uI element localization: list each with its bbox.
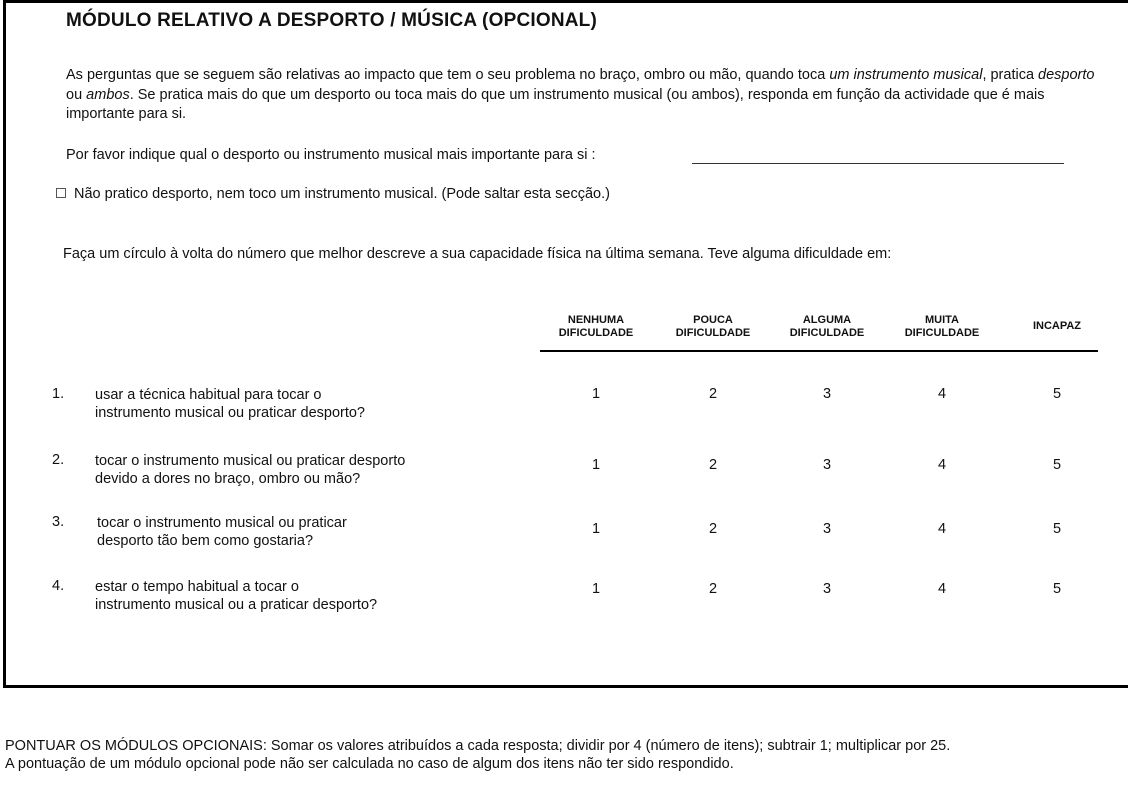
header-rule [540, 350, 1098, 352]
score-option[interactable]: 4 [937, 581, 947, 597]
column-header-line1: NENHUMA [567, 314, 625, 326]
item-question-line2: instrumento musical ou a praticar desporto? [95, 597, 378, 613]
score-option[interactable]: 2 [708, 457, 718, 473]
instruction-text: Faça um círculo à volta do número que melhor descreve a sua capacidade física na última semana. Teve alguma dificuldade em: [63, 246, 892, 262]
intro-paragraph [66, 66, 1106, 125]
score-option[interactable]: 5 [1052, 521, 1062, 537]
no-practice-checkbox[interactable] [56, 188, 66, 198]
item-number: 4. [52, 578, 65, 594]
scoring-note-line1: PONTUAR OS MÓDULOS OPCIONAIS: Somar os valores atribuídos a cada resposta; dividir por 4 (número de itens); subtrair 1; multiplicar por 25. [5, 738, 951, 754]
item-question-line2: devido a dores no braço, ombro ou mão? [95, 471, 361, 487]
score-option[interactable]: 1 [591, 581, 601, 597]
score-option[interactable]: 1 [591, 521, 601, 537]
score-option[interactable]: 4 [937, 521, 947, 537]
module-title: MÓDULO RELATIVO A DESPORTO / MÚSICA (OPCIONAL) [66, 10, 597, 31]
column-header-muita [887, 314, 997, 340]
item-question [95, 578, 515, 614]
column-header-nenhuma [541, 314, 651, 340]
score-option[interactable]: 2 [708, 521, 718, 537]
intro-emphasis-instrument: um instrumento musical [829, 67, 983, 83]
column-header-line2: DIFICULDADE [675, 327, 751, 339]
score-option[interactable]: 3 [822, 457, 832, 473]
score-option[interactable]: 4 [937, 386, 947, 402]
score-option[interactable]: 1 [591, 386, 601, 402]
score-option[interactable]: 5 [1052, 581, 1062, 597]
column-header-pouca [658, 314, 768, 340]
no-practice-label: Não pratico desporto, nem toco um instrumento musical. (Pode saltar esta secção.) [74, 186, 610, 202]
intro-text-4: . Se pratica mais do que um desporto ou toca mais do que um instrumento musical (ou ambos), responda em função da actividade que é mais importante para si. [66, 86, 1045, 122]
no-practice-option[interactable] [56, 186, 610, 202]
column-header-line1: MUITA [924, 314, 959, 326]
item-question-line2: desporto tão bem como gostaria? [97, 533, 314, 549]
item-number: 2. [52, 452, 65, 468]
score-option[interactable]: 3 [822, 386, 832, 402]
column-header-incapaz [1002, 320, 1112, 333]
column-header-alguma [772, 314, 882, 340]
item-question-line1: estar o tempo habitual a tocar o [95, 579, 299, 595]
score-option[interactable]: 5 [1052, 386, 1062, 402]
item-question [97, 514, 517, 550]
score-option[interactable]: 1 [591, 457, 601, 473]
item-question [95, 452, 515, 488]
item-question-line1: usar a técnica habitual para tocar o [95, 387, 322, 403]
item-number: 1. [52, 386, 65, 402]
column-header-line2: DIFICULDADE [789, 327, 865, 339]
scoring-note [5, 737, 950, 773]
scoring-note-line2: A pontuação de um módulo opcional pode não ser calculada no caso de algum dos itens não ter sido respondido. [5, 756, 734, 772]
intro-text-3: ou [66, 86, 87, 103]
item-question-line1: tocar o instrumento musical ou praticar desporto [95, 453, 406, 469]
item-question [95, 386, 515, 422]
activity-prompt: Por favor indique qual o desporto ou instrumento musical mais importante para si : [66, 147, 596, 163]
activity-answer-field[interactable] [692, 163, 1064, 164]
column-header-line2: DIFICULDADE [904, 327, 980, 339]
item-number: 3. [52, 514, 65, 530]
column-header-line1: ALGUMA [802, 314, 852, 326]
intro-text-2: , pratica [982, 67, 1039, 83]
score-option[interactable]: 5 [1052, 457, 1062, 473]
intro-emphasis-both: ambos [86, 86, 130, 103]
item-question-line2: instrumento musical ou praticar desporto? [95, 405, 365, 421]
score-option[interactable]: 2 [708, 386, 718, 402]
score-option[interactable]: 2 [708, 581, 718, 597]
score-option[interactable]: 3 [822, 521, 832, 537]
column-header-line2: DIFICULDADE [558, 327, 634, 339]
column-header-line1: POUCA [693, 314, 733, 326]
score-option[interactable]: 3 [822, 581, 832, 597]
intro-text-1: As perguntas que se seguem são relativas ao impacto que tem o seu problema no braço, ombro ou mão, quando toca [66, 67, 830, 83]
column-header-line1: INCAPAZ [1032, 320, 1082, 332]
item-question-line1: tocar o instrumento musical ou praticar [97, 515, 347, 531]
score-option[interactable]: 4 [937, 457, 947, 473]
intro-emphasis-sport: desporto [1038, 67, 1095, 83]
